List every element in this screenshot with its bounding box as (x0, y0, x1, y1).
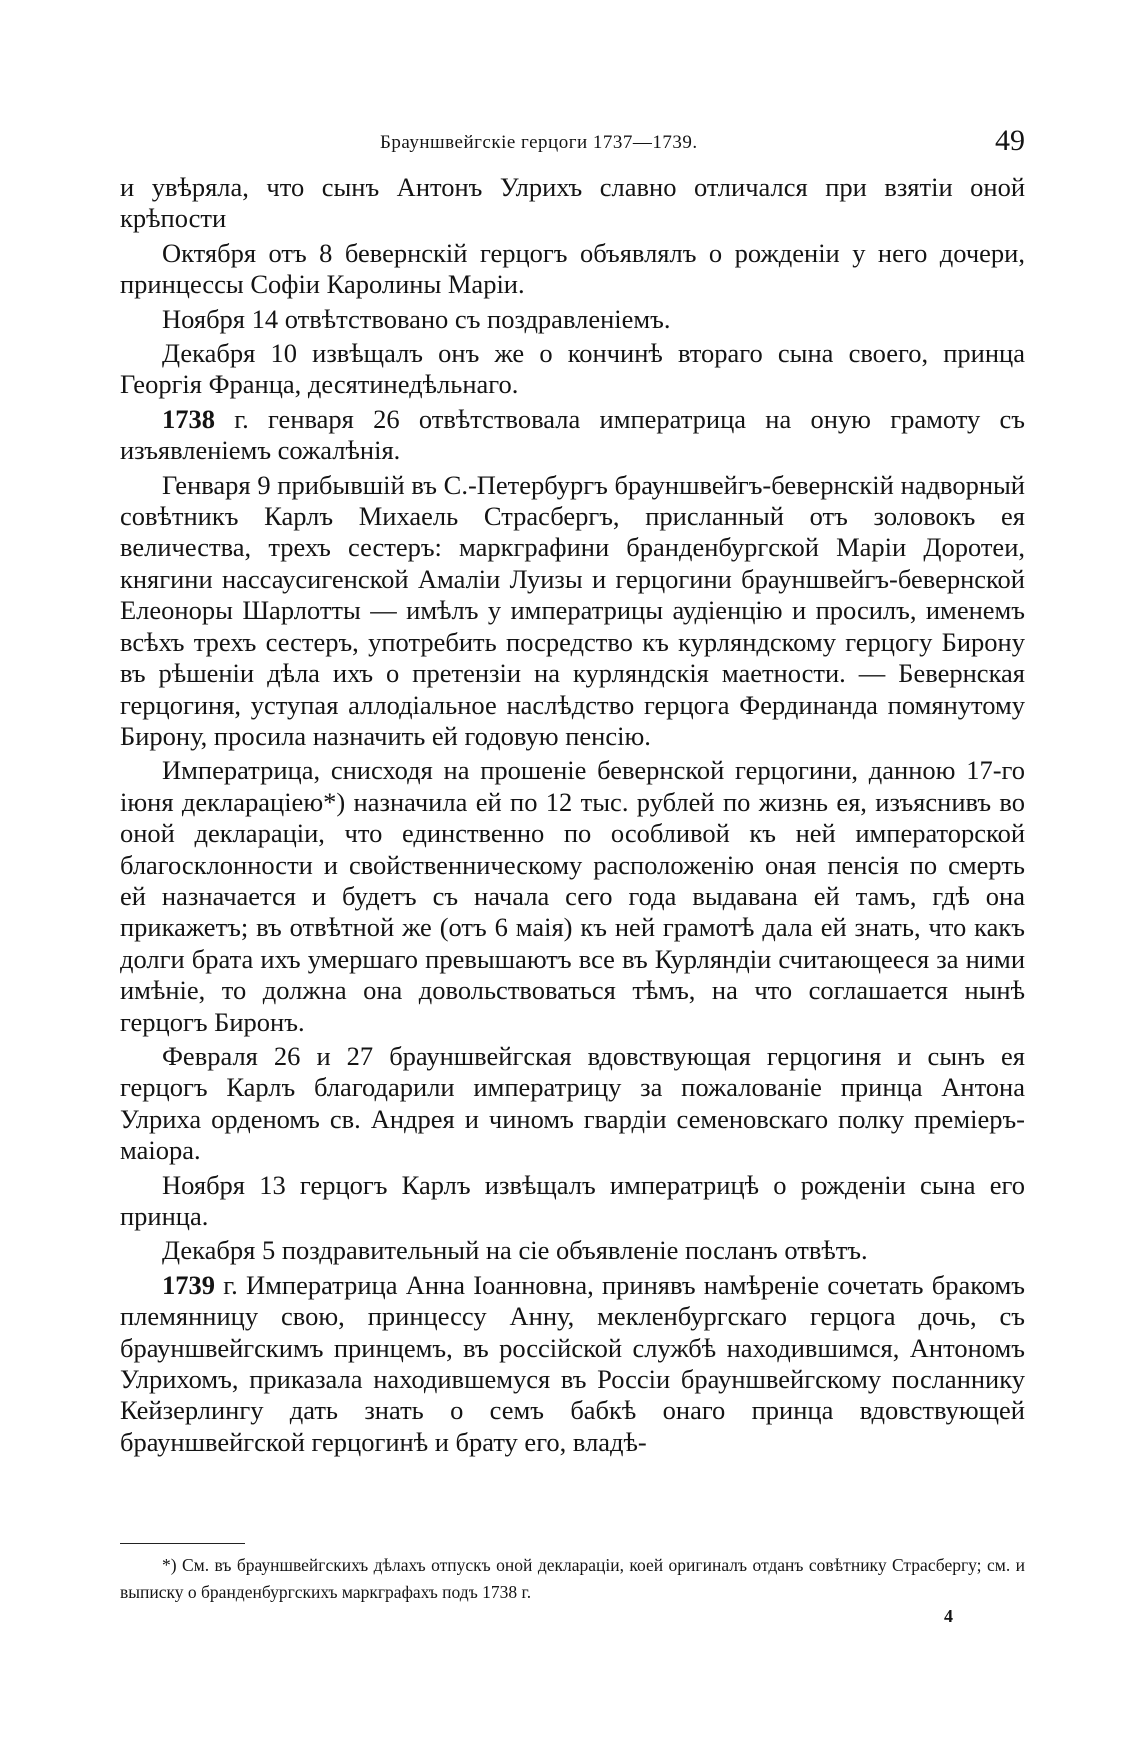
paragraph (120, 1235, 1025, 1266)
paragraph (120, 1270, 1025, 1458)
page-number: 49 (995, 124, 1025, 157)
paragraph (120, 238, 1025, 301)
year-heading: 1739 (162, 1269, 215, 1300)
paragraph-text: Генваря 9 прибывшій въ С.-Петербургъ брауншвейгъ-бевернскій надворный совѣтникъ Карлъ Михаель Страсбергъ, присланный отъ золовокъ ея величества, трехъ сестеръ: маркграфини бранденбургской Маріи Доротеи, княгини нассаусигенской Амаліи Луизы и герцогини брауншвейгъ-бевернской Елеоноры Шарлотты — имѣлъ у императрицы аудіенцію и просилъ, именемъ всѣхъ трехъ сестеръ, употребить посредство къ курляндскому герцогу Бирону въ рѣшеніи дѣла ихъ о претензіи на курляндскія маетности. — Бевернская герцогиня, уступая аллодіальное наслѣдство герцога Фердинанда помянутому Бирону, просила назначить ей годовую пенсію. (120, 469, 1025, 751)
paragraph-text: г. генваря 26 отвѣтствовала императрица на оную грамоту съ изъявленіемъ сожалѣнія. (120, 403, 1025, 466)
paragraph (120, 172, 1025, 235)
paragraph-text: Декабря 5 поздравительный на сіе объявленіе посланъ отвѣтъ. (162, 1235, 868, 1266)
footnote-divider (120, 1543, 245, 1544)
paragraph-text: Октября отъ 8 бевернскій герцогъ объявлялъ о рожденіи у него дочери, принцессы Софіи Каролины Маріи. (120, 237, 1025, 300)
running-title: Брауншвейгскіе герцоги 1737—1739. (380, 132, 698, 153)
paragraph-text: Императрица, снисходя на прошеніе бевернской герцогини, данною 17-го іюня декларацiею*) назначила ей по 12 тыс. рублей по жизнь ея, изъяснивъ во оной деклараціи, что единственно по особливой къ ней императорской благосклонности и свойственническому расположенію оная пенсія по смерть ей назначается и будетъ съ начала сего года выдавана ей тамъ, гдѣ она прикажетъ; въ отвѣтной же (отъ 6 маія) къ ней грамотѣ дала ей знать, что какъ долги брата ихъ умершаго превышаютъ все въ Курляндіи считающееся за ними имѣніе, то должна она довольствоваться тѣмъ, на что соглашается нынѣ герцогъ Биронъ. (120, 755, 1025, 1037)
paragraph-text: Ноября 13 герцогъ Карлъ извѣщалъ императрицѣ о рожденіи сына его принца. (120, 1169, 1025, 1231)
paragraph-text: Ноября 14 отвѣтствовано съ поздравленіемъ. (162, 303, 671, 334)
body-text (120, 172, 1025, 1461)
paragraph (120, 304, 1025, 335)
paragraph (120, 1041, 1025, 1167)
paragraph (120, 338, 1025, 401)
paragraph-text: и увѣряла, что сынъ Антонъ Улрихъ славно отличался при взятіи оной крѣпости (120, 172, 1025, 234)
page-header (120, 124, 1025, 164)
signature-mark: 4 (944, 1606, 953, 1626)
paragraph (120, 755, 1025, 1038)
year-heading: 1738 (162, 403, 215, 434)
footnote: *) См. въ брауншвейгскихъ дѣлахъ отпускъ оной деклараціи, коей оригиналъ отданъ совѣтнику Страсбергу; см. и выписку о бранденбургскихъ маркграфахъ подъ 1738 г. (120, 1555, 1025, 1602)
paragraph (120, 470, 1025, 753)
paragraph-text: г. Императрица Анна Іоанновна, принявъ намѣреніе сочетать бракомъ племянницу свою, принцессу Анну, мекленбургскаго герцога дочь, съ брауншвейгскимъ принцемъ, въ россійской службѣ находившимся, Антономъ Улрихомъ, приказала находившемуся въ Россіи брауншвейгскому посланнику Кейзерлингу дать знать о семъ бабкѣ онаго принца вдовствующей брауншвейгской герцогинѣ и брату его, владѣ- (120, 1269, 1025, 1457)
paragraph-text: Февраля 26 и 27 брауншвейгская вдовствующая герцогиня и сынъ ея герцогъ Карлъ благодарили императрицу за пожалованіе принца Антона Улриха орденомъ св. Андрея и чиномъ гвардіи семеновскаго полку преміеръ-маіора. (120, 1040, 1025, 1166)
paragraph (120, 1170, 1025, 1233)
paragraph-text: Декабря 10 извѣщалъ онъ же о кончинѣ втораго сына своего, принца Георгія Франца, десятинедѣльнаго. (120, 338, 1025, 400)
paragraph (120, 404, 1025, 467)
